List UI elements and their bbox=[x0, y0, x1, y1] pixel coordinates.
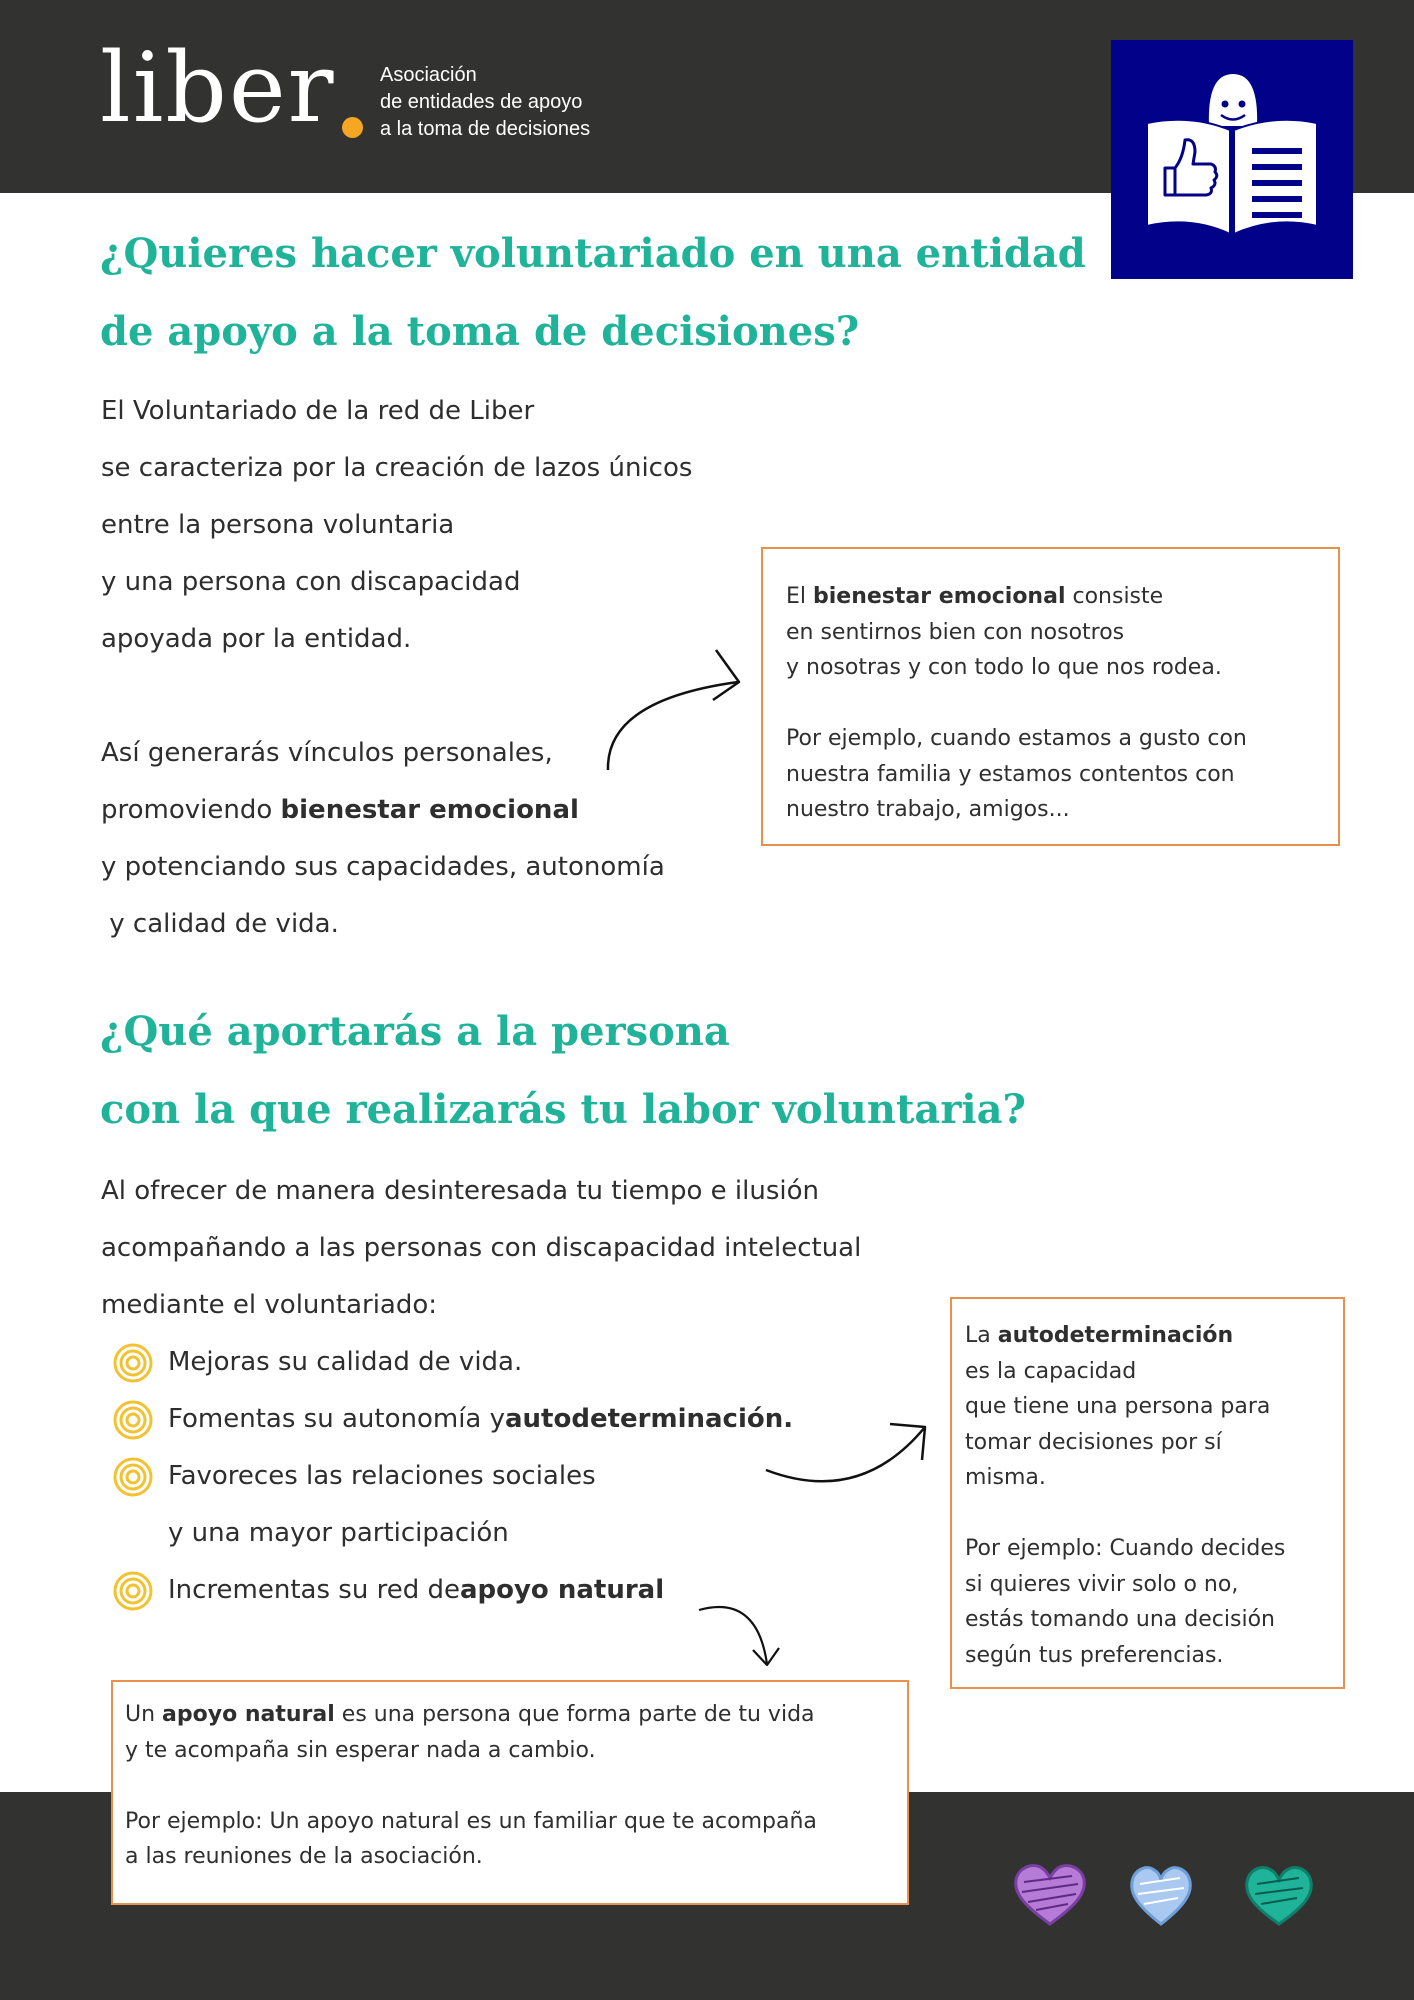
bold-term-bienestar: bienestar emocional bbox=[280, 795, 579, 825]
list-item-text: Mejoras su calidad de vida. bbox=[168, 1347, 523, 1377]
box-line bbox=[965, 1318, 1343, 1354]
tagline-line: a la toma de decisiones bbox=[380, 118, 591, 140]
definition-box-bienestar bbox=[761, 547, 1340, 846]
blue-heart-icon bbox=[1128, 1862, 1194, 1928]
definition-box-autodeterminacion bbox=[950, 1297, 1345, 1689]
bold-term: bienestar emocional bbox=[813, 584, 1066, 609]
logo-tagline bbox=[380, 62, 590, 143]
liber-logo: liber bbox=[100, 32, 336, 144]
heading-line: ¿Qué aportarás a la persona bbox=[100, 1008, 730, 1055]
box-line: que tiene una persona para bbox=[965, 1394, 1271, 1419]
box-line: misma. bbox=[965, 1465, 1046, 1490]
paragraph-line: Así generarás vínculos personales, bbox=[101, 738, 553, 768]
list-item bbox=[113, 1334, 793, 1391]
list-item bbox=[113, 1562, 793, 1619]
heading-line: ¿Quieres hacer voluntariado en una entidad bbox=[100, 230, 1086, 277]
box-line: a las reuniones de la asociación. bbox=[125, 1844, 483, 1869]
tagline-line: Asociación bbox=[380, 64, 477, 86]
paragraph-line: El Voluntariado de la red de Liber bbox=[101, 396, 535, 426]
section2-intro bbox=[101, 1163, 861, 1334]
box-line: Por ejemplo, cuando estamos a gusto con bbox=[786, 726, 1247, 751]
box-line: nuestra familia y estamos contentos con bbox=[786, 761, 1235, 787]
box-line: Por ejemplo: Un apoyo natural es un familiar que te acompaña bbox=[125, 1808, 817, 1834]
paragraph-line: y calidad de vida. bbox=[101, 909, 339, 939]
benefits-list bbox=[113, 1334, 793, 1619]
green-heart-icon bbox=[1243, 1862, 1315, 1928]
paragraph-line: acompañando a las personas con discapacidad intelectual bbox=[101, 1233, 862, 1263]
text: Un bbox=[125, 1702, 163, 1727]
paragraph-line: Al ofrecer de manera desinteresada tu tiempo e ilusión bbox=[101, 1176, 820, 1206]
box-line: nuestro trabajo, amigos... bbox=[786, 797, 1070, 822]
paragraph-line: mediante el voluntariado: bbox=[101, 1290, 438, 1320]
lectura-facil-reader-icon bbox=[1111, 40, 1353, 279]
concentric-circle-bullet-icon bbox=[113, 1457, 153, 1497]
list-item-text: y una mayor participación bbox=[168, 1518, 509, 1548]
paragraph-line bbox=[101, 782, 665, 839]
box-line: y nosotras y con todo lo que nos rodea. bbox=[786, 655, 1222, 680]
concentric-circle-bullet-icon bbox=[113, 1343, 153, 1383]
box-line: y te acompaña sin esperar nada a cambio. bbox=[125, 1737, 596, 1763]
arrow-to-apoyo-box bbox=[695, 1598, 785, 1670]
section1-heading bbox=[100, 215, 1086, 371]
paragraph-line: y una persona con discapacidad bbox=[101, 567, 521, 597]
definition-box-apoyo-natural bbox=[111, 1680, 909, 1905]
paragraph-line: entre la persona voluntaria bbox=[101, 510, 455, 540]
box-spacer bbox=[786, 686, 1338, 722]
list-item bbox=[113, 1391, 793, 1448]
paragraph-line: se caracteriza por la creación de lazos únicos bbox=[101, 453, 693, 483]
box-line: Por ejemplo: Cuando decides bbox=[965, 1536, 1286, 1561]
bold-term: autodeterminación bbox=[997, 1323, 1234, 1348]
intro-paragraph bbox=[101, 383, 692, 668]
concentric-circle-bullet-icon bbox=[113, 1571, 153, 1611]
logo-dot bbox=[342, 117, 363, 138]
bold-term: apoyo natural bbox=[162, 1702, 335, 1727]
purple-heart-icon bbox=[1012, 1862, 1088, 1928]
heading-line: con la que realizarás tu labor voluntaria? bbox=[100, 1086, 1026, 1133]
box-line: en sentirnos bien con nosotros bbox=[786, 619, 1125, 645]
box-line: si quieres vivir solo o no, bbox=[965, 1571, 1239, 1597]
list-item-text: Fomentas su autonomía y bbox=[168, 1404, 505, 1434]
arrow-to-bienestar-box bbox=[600, 640, 750, 775]
box-line: tomar decisiones por sí bbox=[965, 1429, 1222, 1455]
bold-term-autodeterminacion: autodeterminación. bbox=[505, 1404, 794, 1434]
concentric-circle-bullet-icon bbox=[113, 1400, 153, 1440]
text: promoviendo bbox=[101, 795, 281, 825]
box-line bbox=[125, 1697, 907, 1733]
text: El bbox=[786, 584, 814, 609]
heading-line: de apoyo a la toma de decisiones? bbox=[100, 308, 860, 355]
list-item-continuation bbox=[113, 1505, 793, 1562]
bold-term-apoyo-natural: apoyo natural bbox=[459, 1575, 665, 1605]
box-spacer bbox=[125, 1768, 907, 1804]
text: consiste bbox=[1065, 584, 1164, 609]
list-item-text: Favoreces las relaciones sociales bbox=[168, 1461, 596, 1491]
tagline-line: de entidades de apoyo bbox=[380, 91, 583, 113]
arrow-to-autodeterminacion-box bbox=[760, 1410, 935, 1490]
text: La bbox=[965, 1323, 998, 1348]
paragraph-line: apoyada por la entidad. bbox=[101, 624, 412, 654]
text: es una persona que forma parte de tu vida bbox=[334, 1702, 815, 1727]
box-line bbox=[786, 579, 1338, 615]
list-item bbox=[113, 1448, 793, 1505]
paragraph-line: y potenciando sus capacidades, autonomía bbox=[101, 852, 665, 882]
box-line: es la capacidad bbox=[965, 1358, 1137, 1384]
list-item-text: Incrementas su red de bbox=[168, 1575, 460, 1605]
section2-heading bbox=[100, 993, 1026, 1149]
box-line: estás tomando una decisión bbox=[965, 1607, 1275, 1632]
box-spacer bbox=[965, 1496, 1343, 1532]
box-line: según tus preferencias. bbox=[965, 1642, 1224, 1668]
benefits-paragraph bbox=[101, 725, 665, 953]
